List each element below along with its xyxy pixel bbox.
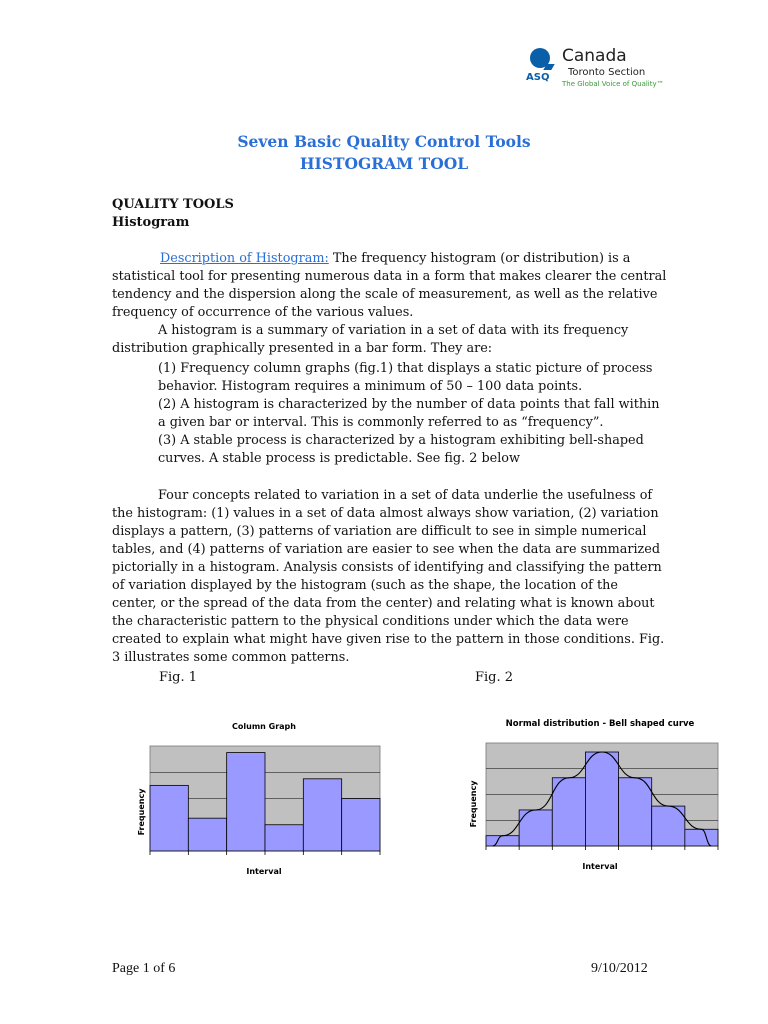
chart1-bar [188, 818, 226, 851]
list-item: (2) A histogram is characterized by the number of data points that fall within [158, 397, 660, 412]
para1-line-1: statistical tool for presenting numerous data in a form that makes clearer the central [112, 269, 667, 284]
chart2-bar [685, 829, 718, 846]
chart2-bar [585, 752, 618, 846]
chart1-title: Column Graph [232, 722, 296, 731]
chart2-xlabel: Interval [582, 862, 618, 871]
chart1-bar [227, 753, 265, 851]
chart2-bar [486, 836, 519, 846]
asq-logo [524, 44, 674, 92]
bell-curve-chart [458, 708, 733, 878]
para3-line: tables, and (4) patterns of variation are easier to see when the data are summarized [112, 542, 661, 557]
para3-line: the characteristic pattern to the physical conditions under which the data were [112, 614, 629, 629]
para1-line-2: tendency and the dispersion along the scale of measurement, as well as the relative [112, 287, 658, 302]
logo-asq: ASQ [526, 72, 550, 83]
chart2-bar [619, 778, 652, 846]
column-graph-chart [128, 712, 393, 882]
footer-page-number: Page 1 of 6 [112, 961, 176, 976]
list-item: behavior. Histogram requires a minimum of 50 – 100 data points. [158, 379, 583, 394]
list-item: (1) Frequency column graphs (fig.1) that displays a static picture of process [158, 361, 653, 376]
list-item: curves. A stable process is predictable. See fig. 2 below [158, 451, 520, 466]
chart2-title: Normal distribution - Bell shaped curve [505, 719, 695, 729]
para2-line-1: distribution graphically presented in a bar form. They are: [112, 341, 493, 356]
list-item: a given bar or interval. This is commonly referred to as “frequency”. [158, 415, 604, 430]
chart1-plot-area [150, 746, 380, 855]
summary-paragraph [112, 322, 657, 358]
chart1-bar [342, 799, 380, 852]
para3-line: of variation displayed by the histogram (such as the shape, the location of the [112, 578, 618, 593]
logo-section: Toronto Section [568, 67, 646, 78]
description-paragraph [112, 250, 667, 322]
para3-line: displays a pattern, (3) patterns of variation are difficult to see in simple numerical [112, 524, 647, 539]
asq-logo-mark-icon [530, 48, 550, 68]
chart2-ylabel: Frequency [469, 780, 478, 828]
document-subtitle: HISTOGRAM TOOL [299, 154, 469, 173]
logo-tagline: The Global Voice of Quality™ [562, 80, 664, 88]
chart2-plot-area [486, 743, 718, 850]
fig1-label: Fig. 1 [159, 670, 198, 685]
para3-line: 3 illustrates some common patterns. [112, 650, 350, 665]
chart1-xlabel: Interval [246, 867, 282, 876]
chart2-bar [552, 778, 585, 846]
para3-line: pictorially in a histogram. Analysis consists of identifying and classifying the pattern [112, 560, 662, 575]
para2-line-0: A histogram is a summary of variation in a set of data with its frequency [158, 323, 629, 338]
para1-line-3: frequency of occurrence of the various values. [112, 305, 414, 320]
para3-line: center, or the spread of the data from the center) and relating what is known about [112, 596, 655, 611]
para1-line-0: The frequency histogram (or distribution) is a [328, 251, 631, 266]
section-subheading: Histogram [112, 215, 190, 230]
chart1-bar [265, 825, 303, 851]
para3-line: the histogram: (1) values in a set of data almost always show variation, (2) variation [112, 506, 659, 521]
footer-date: 9/10/2012 [591, 961, 648, 976]
description-link[interactable]: Description of Histogram: [160, 251, 329, 266]
concepts-paragraph [112, 487, 665, 667]
logo-canada: Canada [562, 46, 627, 66]
chart1-ylabel: Frequency [137, 788, 146, 836]
characteristics-list [158, 360, 658, 468]
fig2-label: Fig. 2 [475, 670, 514, 685]
list-item: (3) A stable process is characterized by a histogram exhibiting bell-shaped [158, 433, 644, 448]
chart1-bar [150, 785, 188, 851]
document-title: Seven Basic Quality Control Tools [237, 132, 531, 151]
chart1-bar [303, 779, 341, 851]
para3-line: Four concepts related to variation in a set of data underlie the usefulness of [158, 488, 653, 503]
section-heading: QUALITY TOOLS [112, 197, 234, 212]
para3-line: created to explain what might have given rise to the pattern in those conditions. Fig. [112, 632, 665, 647]
